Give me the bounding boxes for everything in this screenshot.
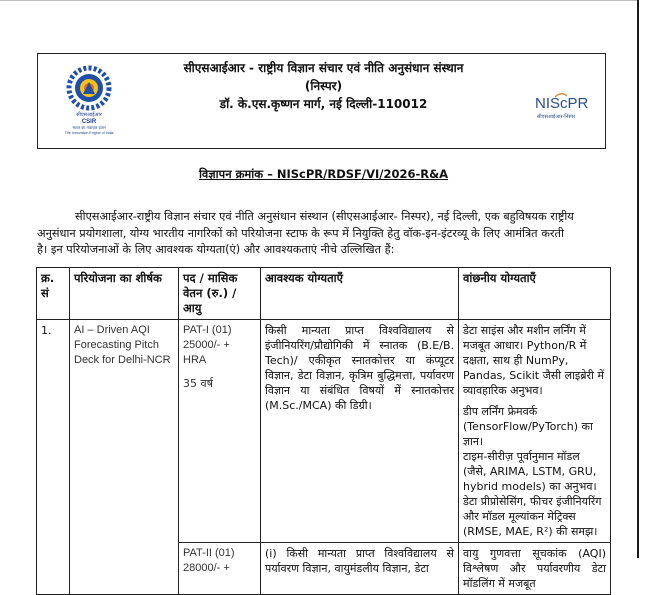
table-header-row bbox=[37, 268, 611, 320]
positions-table bbox=[36, 267, 611, 595]
advertisement-number bbox=[0, 167, 647, 182]
advertisement-code: NIScPR/RDSF/VI/2026-R&A bbox=[276, 167, 449, 181]
desirable-1-point-2: डीप लर्निंग फ्रेमवर्क (TensorFlow/PyTorch) का ज्ञान। bbox=[463, 405, 593, 448]
col-header-sno: क्र. सं bbox=[37, 268, 70, 320]
post-2-salary: 28000/- + bbox=[183, 562, 230, 574]
post-2-name: PAT-II (01) bbox=[183, 547, 235, 559]
table-row bbox=[37, 320, 611, 543]
desirable-1-point-3: टाइम-सीरीज़ पूर्वानुमान मॉडल (जैसे, ARIMA, LSTM, GRU, hybrid models) का अनुभव। bbox=[463, 450, 597, 493]
cell-sno: 1. bbox=[37, 320, 70, 595]
intro-line-1: सीएसआईआर-राष्ट्रीय विज्ञान संचार एवं नीति अनुसंधान संस्थान (सीएसआईआर- निस्पर), नई दिल्ली, एक बहुविषयक राष्ट्रीय bbox=[75, 210, 574, 223]
csir-logo-tagline-hindi: भारत का नवाचार इंजन bbox=[72, 125, 106, 130]
post-1-age: 35 वर्ष bbox=[183, 377, 213, 390]
col-header-project: परियोजना का शीर्षक bbox=[70, 268, 179, 320]
cell-project-title: AI – Driven AQI Forecasting Pitch Deck for Delhi-NCR bbox=[70, 320, 179, 595]
desirable-1-point-4: डेटा प्रीप्रोसेसिंग, फीचर इंजीनियरिंग और मॉडल मूल्यांकन मेट्रिक्स (RMSE, MAE, R²) की समझ। bbox=[463, 495, 602, 538]
csir-logo-tagline: The Innovation Engine of India bbox=[64, 131, 114, 135]
csir-logo-english: CSIR bbox=[81, 119, 97, 125]
post-1-name: PAT-I (01) bbox=[183, 324, 232, 336]
institute-abbreviation: (निस्पर) bbox=[304, 79, 343, 93]
intro-paragraph bbox=[37, 209, 609, 259]
cell-essential-1: किसी मान्यता प्राप्त विश्वविद्यालय से इंजीनियरिंग/प्रौद्योगिकी में स्नातक (B.E/B. Tech)/ एकीकृत स्नातकोत्तर या कंप्यूटर विज्ञान, डेटा विज्ञान, कृत्रिम बुद्धिमत्ता, पर्यावरण विज्ञान या संबंधित विषयों में स्नातकोत्तर (M.Sc./MCA) की डिग्री। bbox=[261, 320, 459, 543]
cell-post-2 bbox=[179, 543, 261, 595]
col-header-essential: आवश्यक योग्यताएँ bbox=[261, 268, 459, 320]
col-header-desirable: वांछनीय योग्यताएँ bbox=[459, 268, 611, 320]
col-header-post: पद / मासिक वेतन (रु.) / आयु bbox=[179, 268, 261, 320]
advertisement-label: विज्ञापन क्रमांक – bbox=[198, 167, 273, 181]
institute-address: डॉ. के.एस.कृष्णन मार्ग, नई दिल्ली-110012 bbox=[219, 97, 428, 111]
niscpr-logo-sub: सीएसआईआर-निस्पर bbox=[537, 114, 576, 120]
institute-name: सीएसआईआर - राष्ट्रीय विज्ञान संचार एवं नीति अनुसंधान संस्थान bbox=[183, 61, 464, 75]
page-top-rule bbox=[0, 0, 639, 1]
cell-desirable-2: वायु गुणवत्ता सूचकांक (AQI) विश्लेषण और पर्यावरणीय डेटा मॉडलिंग में मजबूत bbox=[459, 543, 611, 595]
csir-logo-hindi: सीएसआईआर bbox=[76, 112, 102, 118]
niscpr-logo-text: NIScPR bbox=[535, 95, 589, 112]
post-1-salary: 25000/- + HRA bbox=[183, 339, 230, 366]
cell-essential-2: (i) किसी मान्यता प्राप्त विश्वविद्यालय से पर्यावरण विज्ञान, वायुमंडलीय विज्ञान, डेटा bbox=[261, 543, 459, 595]
intro-line-3: है। इन परियोजनाओं के लिए आवश्यक योग्यता(एं) और आवश्यकताएं नीचे उल्लिखित हैं: bbox=[37, 243, 395, 256]
cell-desirable-1 bbox=[459, 320, 611, 543]
intro-line-2: अनुसंधान प्रयोगशाला, योग्य भारतीय नागरिकों को परियोजना स्टाफ के रूप में नियुक्ति हेतु वॉक-इन-इंटरव्यू के लिए आमंत्रित करती bbox=[37, 226, 564, 240]
desirable-1-point-1: डेटा साइंस और मशीन लर्निंग में मजबूत आधार। Python/R में दक्षता, साथ ही NumPy, Pandas, Scikit जैसी लाइब्रेरी में व्यावहारिक अनुभव। bbox=[463, 324, 604, 397]
cell-post-1 bbox=[179, 320, 261, 543]
